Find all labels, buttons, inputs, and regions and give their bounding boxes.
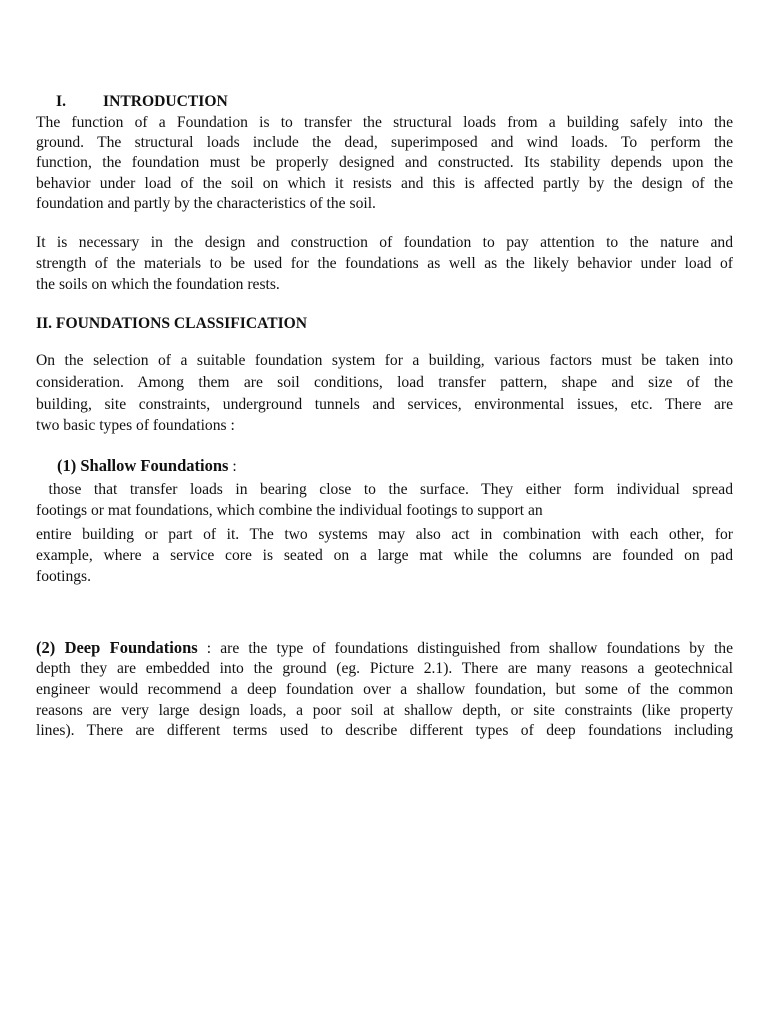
- shallow-foundations-heading: [57, 456, 237, 477]
- paragraph-line: depth they are embedded into the ground (eg. Picture 2.1). There are many reasons a geotechnical: [36, 660, 733, 677]
- paragraph-line: two basic types of foundations :: [36, 417, 235, 434]
- paragraph-line: entire building or part of it. The two systems may also act in combination with each other, for: [36, 526, 733, 543]
- section-numeral: I.: [56, 93, 66, 110]
- paragraph-line: consideration. Among them are soil conditions, load transfer pattern, shape and size of the: [36, 374, 733, 391]
- paragraph-line: lines). There are different terms used to describe different types of deep foundations including: [36, 722, 733, 739]
- section-heading-introduction: INTRODUCTION: [103, 93, 228, 110]
- heading-colon: :: [228, 458, 237, 475]
- paragraph-line: building, site constraints, underground tunnels and services, environmental issues, etc. There are: [36, 396, 733, 413]
- paragraph-line: footings.: [36, 568, 92, 585]
- paragraph-line: foundation and partly by the characteristics of the soil.: [36, 195, 376, 212]
- deep-foundations-first-line: [36, 638, 733, 659]
- paragraph-line: The function of a Foundation is to transfer the structural loads from a building safely into the: [36, 114, 733, 131]
- deep-foundations-text: : are the type of foundations distinguished from shallow foundations by the: [197, 640, 733, 657]
- paragraph-line: the soils on which the foundation rests.: [36, 276, 280, 293]
- paragraph-line: ground. The structural loads include the dead, superimposed and wind loads. To perform the: [36, 134, 733, 151]
- shallow-foundations-label: (1) Shallow Foundations: [57, 456, 229, 475]
- paragraph-line: reasons are very large design loads, a poor soil at shallow depth, or site constraints (like property: [36, 702, 733, 719]
- section-heading-classification: II. FOUNDATIONS CLASSIFICATION: [36, 315, 308, 332]
- paragraph-line: example, where a service core is seated on a large mat while the columns are founded on pad: [36, 547, 733, 564]
- paragraph-line: those that transfer loads in bearing close to the surface. They either form individual spread: [36, 481, 733, 498]
- paragraph-line: engineer would recommend a deep foundation over a shallow foundation, but some of the common: [36, 681, 733, 698]
- paragraph-line: function, the foundation must be properly designed and constructed. Its stability depends upon the: [36, 154, 733, 171]
- paragraph-line: strength of the materials to be used for the foundations as well as the likely behavior under load of: [36, 255, 733, 272]
- paragraph-line: behavior under load of the soil on which it resists and this is affected partly by the design of the: [36, 175, 733, 192]
- paragraph-line: It is necessary in the design and construction of foundation to pay attention to the nature and: [36, 234, 733, 251]
- paragraph-line: footings or mat foundations, which combine the individual footings to support an: [36, 502, 543, 519]
- deep-foundations-label: (2) Deep Foundations: [36, 638, 198, 657]
- paragraph-line: On the selection of a suitable foundation system for a building, various factors must be taken into: [36, 352, 733, 369]
